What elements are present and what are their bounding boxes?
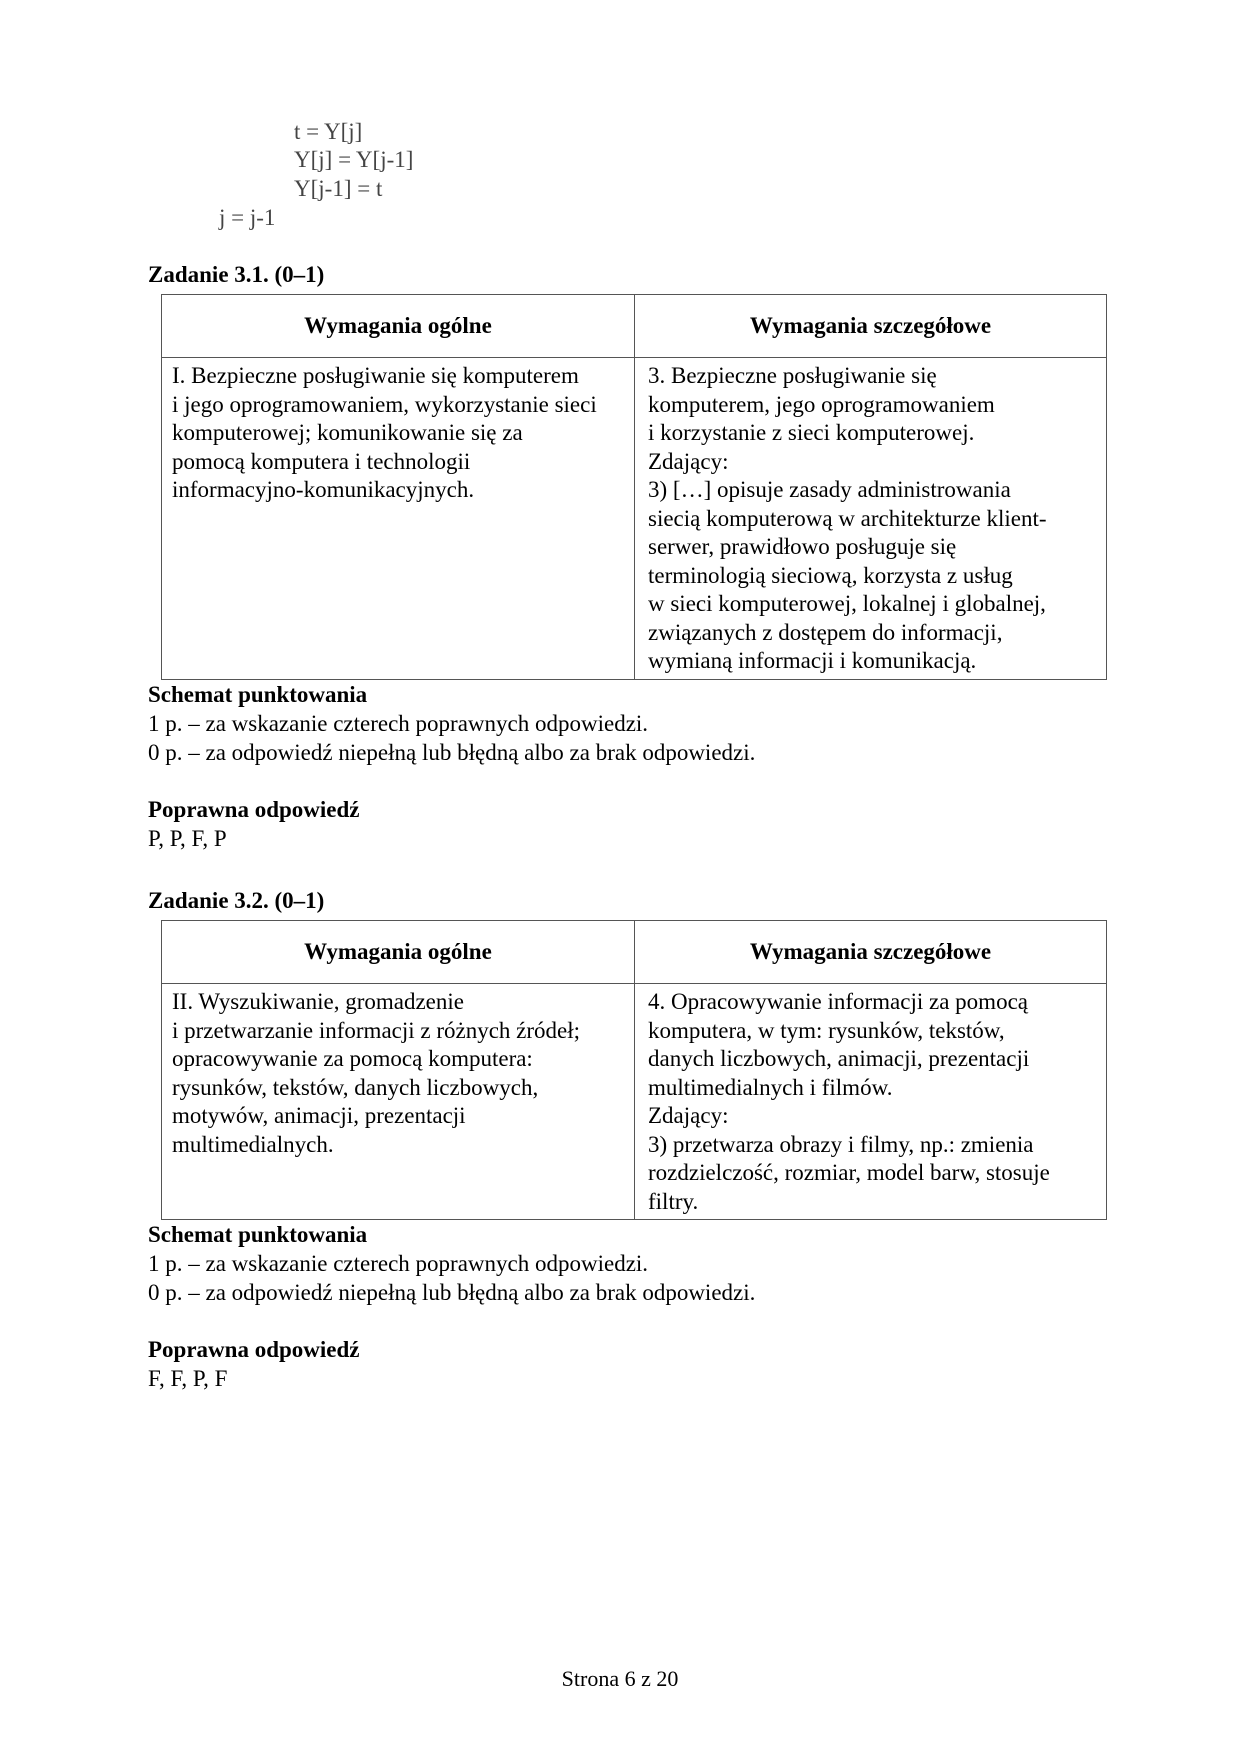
- text-line: opracowywanie za pomocą komputera:: [172, 1046, 533, 1071]
- general-requirements: [162, 358, 635, 680]
- text-line: I. Bezpieczne posługiwanie się komputerem: [172, 363, 579, 388]
- task-title: Zadanie 3.2. (0–1): [148, 888, 325, 913]
- text-line: związanych z dostępem do informacji,: [648, 619, 1003, 645]
- text-line: 3) […] opisuje zasady administrowania: [648, 477, 1011, 502]
- text-line: w sieci komputerowej, lokalnej i globalnej,: [648, 591, 1046, 616]
- text-line: wymianą informacji i komunikacją.: [648, 648, 977, 673]
- text-line: informacyjno-komunikacyjnych.: [172, 477, 475, 502]
- text-line: terminologią sieciową, korzysta z usług: [648, 562, 1013, 588]
- text-line: rozdzielczość, rozmiar, model barw, stosuje: [648, 1160, 1050, 1185]
- text-line: pomocą komputera i technologii: [172, 448, 471, 474]
- answer-title: Poprawna odpowiedź: [148, 1337, 360, 1362]
- scoring-line: 0 p. – za odpowiedź niepełną lub błędną albo za brak odpowiedzi.: [148, 1280, 756, 1305]
- answer-value: P, P, F, P: [148, 826, 227, 851]
- text-line: II. Wyszukiwanie, gromadzenie: [172, 989, 464, 1014]
- text-line: 4. Opracowywanie informacji za pomocą: [648, 989, 1028, 1014]
- scoring-line: 1 p. – za wskazanie czterech poprawnych odpowiedzi.: [148, 711, 649, 736]
- text-line: serwer, prawidłowo posługuje się: [648, 534, 957, 559]
- text-line: rysunków, tekstów, danych liczbowych,: [172, 1074, 539, 1100]
- answer-title: Poprawna odpowiedź: [148, 797, 360, 822]
- general-requirements: [162, 984, 635, 1220]
- requirements-table: [161, 294, 1107, 680]
- text-line: danych liczbowych, animacji, prezentacji: [648, 1046, 1030, 1071]
- text-line: i korzystanie z sieci komputerowej.: [648, 420, 975, 445]
- text-line: multimedialnych i filmów.: [648, 1074, 893, 1100]
- task-3-2: [148, 886, 1108, 1393]
- text-line: Zdający:: [648, 448, 729, 474]
- header-detailed: Wymagania szczegółowe: [635, 921, 1107, 984]
- text-line: i przetwarzanie informacji z różnych źródeł;: [172, 1017, 581, 1043]
- header-detailed: Wymagania szczegółowe: [635, 295, 1107, 358]
- code-line: Y[j] = Y[j-1]: [294, 147, 414, 172]
- answer-value: F, F, P, F: [148, 1366, 228, 1391]
- scoring-line: 1 p. – za wskazanie czterech poprawnych odpowiedzi.: [148, 1251, 649, 1276]
- requirements-table: [161, 920, 1107, 1220]
- scoring-line: 0 p. – za odpowiedź niepełną lub błędną albo za brak odpowiedzi.: [148, 740, 756, 765]
- text-line: komputerem, jego oprogramowaniem: [648, 391, 995, 417]
- text-line: multimedialnych.: [172, 1131, 334, 1157]
- code-line: t = Y[j]: [294, 119, 363, 144]
- text-line: 3) przetwarza obrazy i filmy, np.: zmienia: [648, 1131, 1034, 1157]
- text-line: komputerowej; komunikowanie się za: [172, 420, 523, 445]
- text-line: filtry.: [648, 1188, 699, 1214]
- detailed-requirements: [635, 358, 1107, 680]
- page-number: Strona 6 z 20: [561, 1666, 679, 1691]
- text-line: 3. Bezpieczne posługiwanie się: [648, 363, 937, 388]
- text-line: motywów, animacji, prezentacji: [172, 1103, 466, 1128]
- text-line: komputera, w tym: rysunków, tekstów,: [648, 1017, 1005, 1043]
- scoring-title: Schemat punktowania: [148, 682, 368, 707]
- task-title: Zadanie 3.1. (0–1): [148, 262, 325, 287]
- text-line: i jego oprogramowaniem, wykorzystanie sieci: [172, 391, 597, 417]
- task-3-1: [148, 260, 1108, 853]
- scoring-title: Schemat punktowania: [148, 1222, 368, 1247]
- detailed-requirements: [635, 984, 1107, 1220]
- header-general: Wymagania ogólne: [162, 921, 635, 984]
- code-line: Y[j-1] = t: [294, 176, 383, 201]
- header-general: Wymagania ogólne: [162, 295, 635, 358]
- code-line: j = j-1: [219, 205, 276, 230]
- text-line: siecią komputerową w architekturze klient-: [648, 505, 1047, 531]
- text-line: Zdający:: [648, 1103, 729, 1128]
